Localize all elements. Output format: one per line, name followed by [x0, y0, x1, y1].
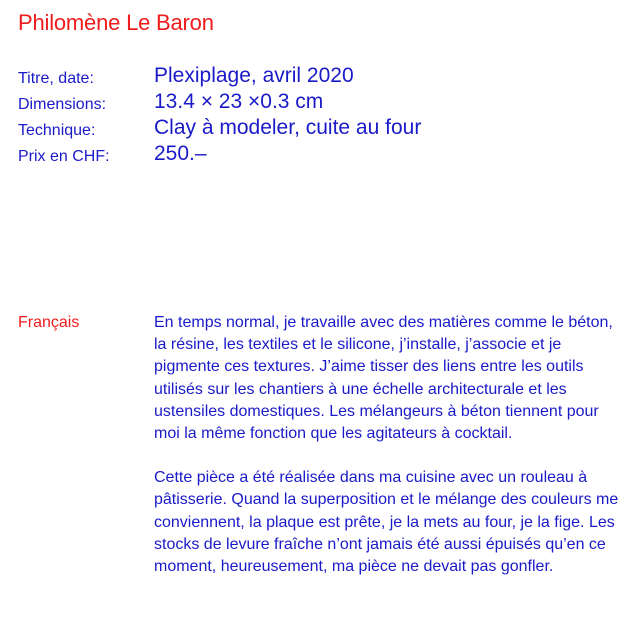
detail-value: Clay à modeler, cuite au four: [154, 116, 422, 139]
detail-value: 250.–: [154, 142, 207, 165]
description-paragraph: Cette pièce a été réalisée dans ma cuisine avec un rouleau à pâtisserie. Quand la superposition et le mélange des couleurs me conviennent, la plaque est prête, je la mets au four, je la fige. Les stocks de levure fraîche n’ont jamais été aussi épuisés qu’en ce moment, heureusement, ma pièce ne devait pas gonfler.: [154, 469, 619, 576]
detail-value: Plexiplage, avril 2020: [154, 64, 354, 87]
description-text: [154, 312, 628, 600]
detail-label: Dimensions:: [18, 96, 107, 113]
detail-value: 13.4 × 23 ×0.3 cm: [154, 90, 324, 113]
detail-label: Technique:: [18, 122, 96, 139]
artist-name: Philomène Le Baron: [18, 10, 214, 35]
detail-label: Prix en CHF:: [18, 148, 110, 165]
description-paragraph: En temps normal, je travaille avec des matières comme le béton, la résine, les textiles et le silicone, j’installe, j’associe et je pigmente ces textures. J’aime tisser des liens entre les outils utilisés sur les chantiers à une échelle architecturale et les ustensiles domestiques. Les mélangeurs à béton tiennent pour moi la même fonction que les agitateurs à cocktail.: [154, 314, 613, 443]
detail-label: Titre, date:: [18, 70, 94, 87]
language-label: Français: [18, 314, 80, 331]
